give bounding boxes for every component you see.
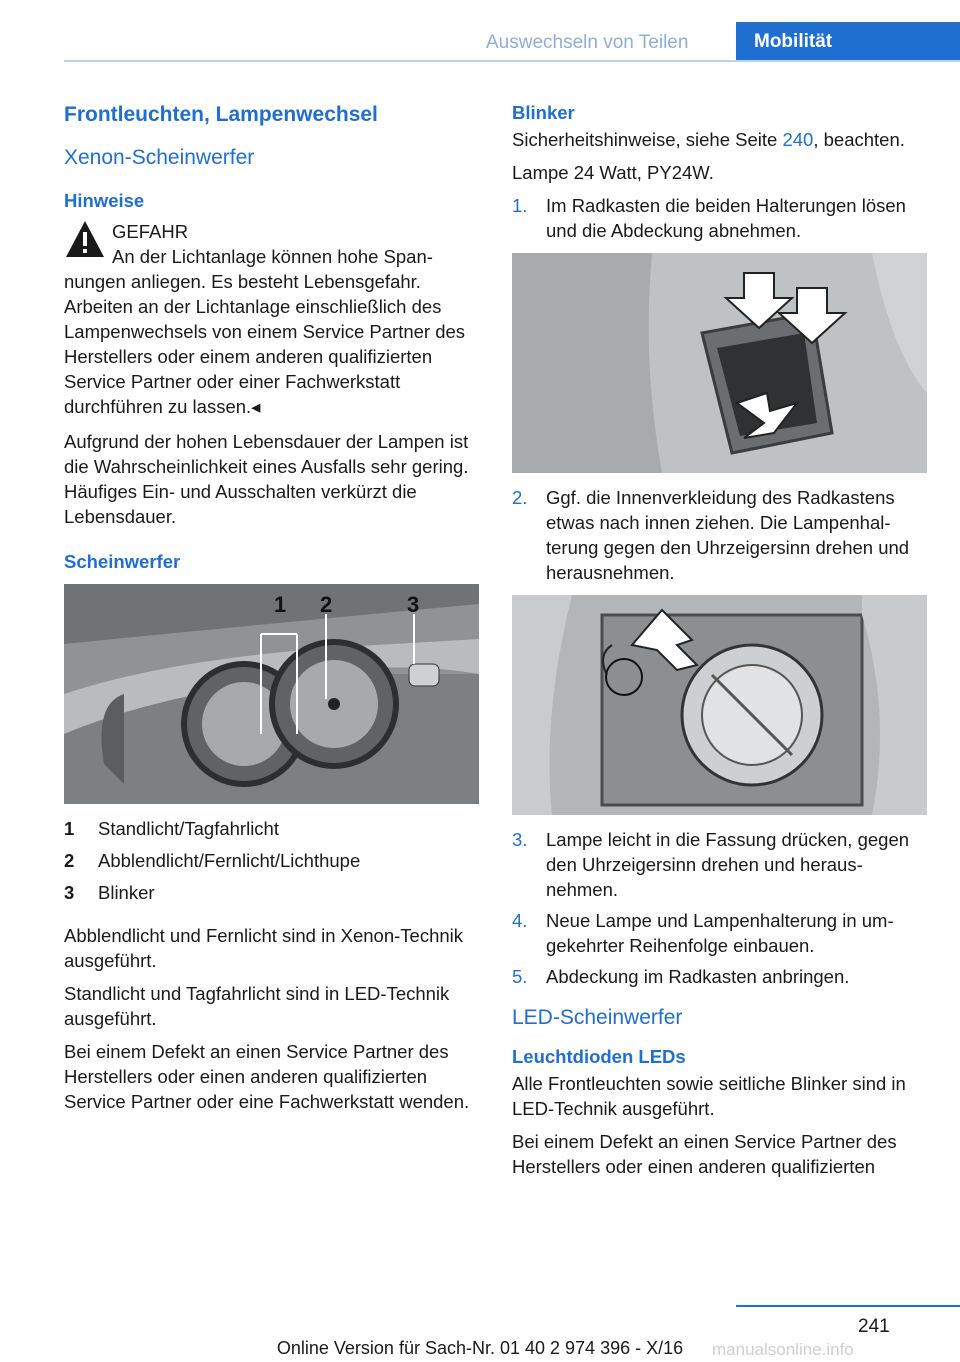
- subsection-blinker: Blinker: [512, 102, 575, 123]
- callout-3: 3: [407, 592, 420, 617]
- legend-number: 2: [64, 850, 75, 871]
- section-title-xenon: Xenon-Scheinwerfer: [64, 146, 255, 169]
- step-number: 3.: [512, 829, 528, 850]
- lamp-holder-figure: [512, 595, 927, 815]
- page-title: Frontleuchten, Lampenwechsel: [64, 103, 378, 126]
- header-section-title: Auswechseln von Teilen: [486, 32, 689, 53]
- legend-number: 1: [64, 818, 75, 839]
- step-item: [512, 827, 927, 902]
- headlight-figure: [64, 584, 479, 804]
- legend-text: Blinker: [98, 882, 155, 903]
- step-text: Neue Lampe und Lampenhalterung in umgekehrter Reihenfolge einbauen.: [546, 910, 894, 956]
- warning-text: nungen anliegen. Es besteht Lebensgefahr. Arbeiten an der Lichtanlage einschließlich des Lampenwechsels von einem Service Partner des Herstellers oder einem anderen qualifizierten Service Partner oder einer Fachwerkstatt durchführen zu lassen.◂: [64, 271, 466, 417]
- step-item: [512, 964, 927, 989]
- step-text: Lampe leicht in die Fassung drücken, gegen den Uhrzeigersinn drehen und herausnehmen.: [546, 829, 910, 900]
- step-item: [512, 485, 927, 585]
- page-number: 241: [858, 1316, 890, 1337]
- section-title-led: LED-Scheinwerfer: [512, 1006, 683, 1029]
- paragraph-led-front: Alle Frontleuchten sowie seitliche Blinker sind in LED-Technik ausgeführt.: [512, 1073, 906, 1119]
- page-link-240[interactable]: 240: [782, 129, 814, 150]
- warning-block: [64, 219, 479, 419]
- legend-number: 3: [64, 882, 75, 903]
- paragraph-led-defect: Bei einem Defekt an einen Service Partner des Herstellers oder einen anderen qualifizierten: [512, 1131, 897, 1177]
- left-column: [64, 100, 479, 1122]
- steps-list-a: [512, 193, 927, 243]
- legend-text: Standlicht/Tagfahrlicht: [98, 818, 279, 839]
- legend-item: [64, 816, 479, 841]
- subsection-leds: Leuchtdioden LEDs: [512, 1046, 686, 1067]
- safety-suffix: , beachten.: [813, 129, 905, 150]
- step-number: 2.: [512, 487, 528, 508]
- callout-2: 2: [320, 592, 333, 617]
- step-number: 1.: [512, 195, 528, 216]
- header-chapter-label: Mobilität: [754, 31, 833, 52]
- paragraph-xenon: Abblendlicht und Fernlicht sind in Xenon-Technik ausgeführt.: [64, 925, 464, 971]
- wheel-arch-cover-figure: [512, 253, 927, 473]
- paragraph-led: Standlicht und Tagfahrlicht sind in LED-Technik ausgeführt.: [64, 983, 450, 1029]
- step-number: 4.: [512, 910, 528, 931]
- legend-text: Abblendlicht/Fernlicht/Lichthupe: [98, 850, 361, 871]
- warning-text-first: An der Lichtanlage können hohe Span-: [112, 246, 433, 267]
- warning-label: GEFAHR: [112, 221, 189, 242]
- figure-legend: [64, 816, 479, 905]
- watermark: manualsonline.info: [712, 1340, 854, 1359]
- safety-reference: [512, 127, 927, 152]
- step-text: Im Radkasten die beiden Halterungen lösen und die Abdeckung abnehmen.: [546, 195, 906, 241]
- subsection-scheinwerfer: Scheinwerfer: [64, 551, 181, 572]
- lamp-spec: Lampe 24 Watt, PY24W.: [512, 162, 714, 183]
- legend-item: [64, 880, 479, 905]
- steps-list-c: [512, 827, 927, 989]
- header-rule: [64, 60, 960, 62]
- subsection-hinweise: Hinweise: [64, 190, 145, 211]
- paragraph-lifetime: Aufgrund der hohen Lebensdauer der Lampen ist die Wahrscheinlichkeit eines Ausfalls sehr gering. Häufiges Ein- und Ausschalten verkürzt die Lebensdauer.: [64, 431, 469, 527]
- header-chapter-tab[interactable]: [736, 22, 960, 62]
- step-item: [512, 908, 927, 958]
- right-column: [512, 100, 927, 1187]
- safety-prefix: Sicherheitshinweise, siehe Seite: [512, 129, 778, 150]
- step-item: [512, 193, 927, 243]
- callout-1: 1: [274, 592, 287, 617]
- step-text: Ggf. die Innenverkleidung des Radkastens etwas nach innen ziehen. Die Lampenhalterung gegen den Uhrzeigersinn drehen und herausnehmen.: [546, 487, 910, 583]
- step-text: Abdeckung im Radkasten anbringen.: [546, 966, 850, 987]
- step-number: 5.: [512, 966, 528, 987]
- legend-item: [64, 848, 479, 873]
- steps-list-b: [512, 485, 927, 585]
- footer-rule: [736, 1305, 960, 1307]
- footer-version: Online Version für Sach-Nr. 01 40 2 974 396 - X/16: [276, 1338, 684, 1358]
- paragraph-defect: Bei einem Defekt an einen Service Partner des Herstellers oder einen anderen qualifizierten Service Partner oder eine Fachwerkstatt wenden.: [64, 1041, 470, 1112]
- warning-triangle-icon: [64, 219, 106, 259]
